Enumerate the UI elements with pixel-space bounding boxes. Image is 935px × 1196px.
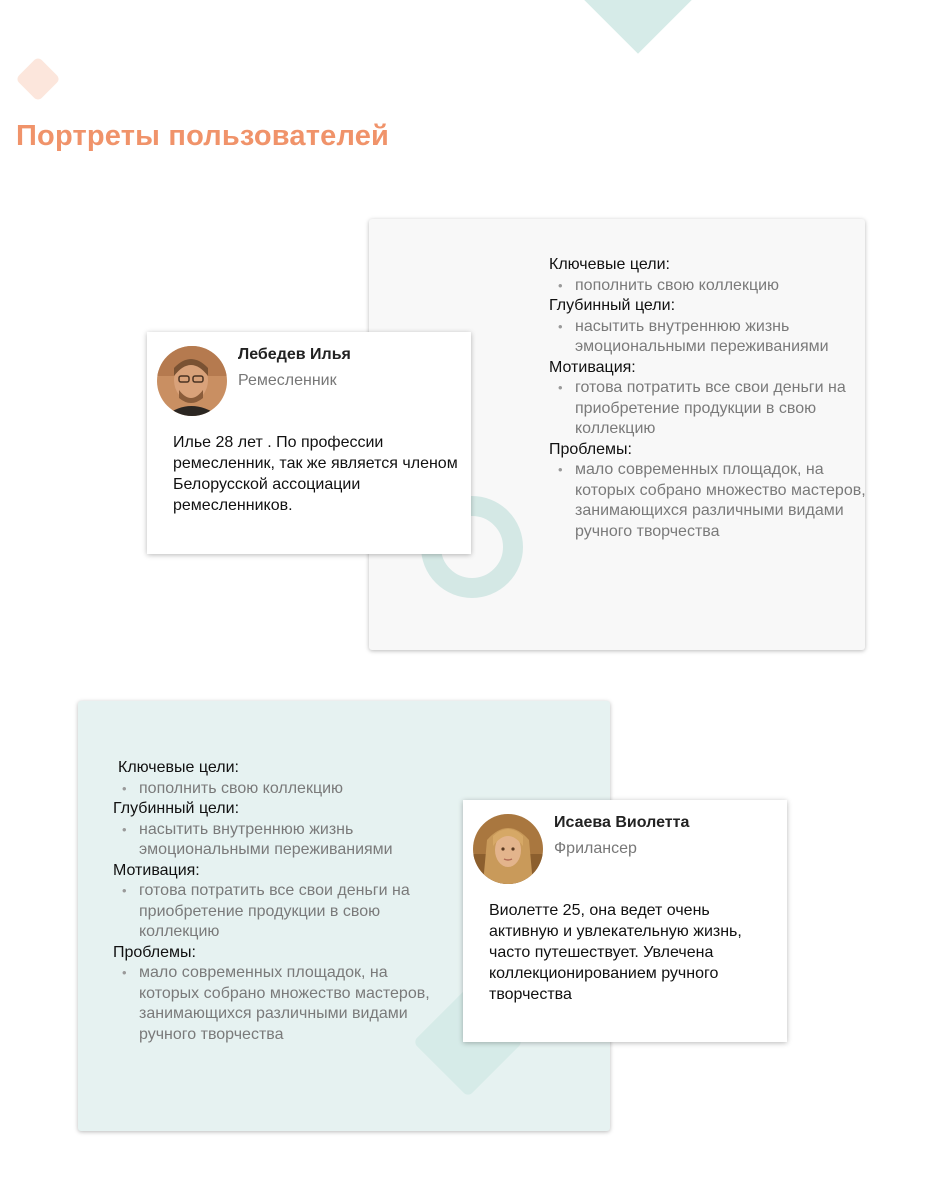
list-item: • мало современных площадок, на которых собрано множество мастеров, занимающихся различными видами ручного творчества bbox=[549, 460, 869, 542]
persona-role: Фрилансер bbox=[554, 840, 637, 857]
section-heading-key-goals: Ключевые цели: bbox=[549, 256, 670, 273]
page-title: Портреты пользователей bbox=[16, 120, 390, 152]
persona-details-2 bbox=[113, 758, 433, 1045]
persona-name: Исаева Виолетта bbox=[554, 814, 690, 831]
list-item: • готова потратить все свои деньги на приобретение продукции в свою коллекцию bbox=[549, 378, 869, 440]
persona-details-1 bbox=[549, 255, 869, 542]
decorative-diamond-top bbox=[584, 0, 691, 54]
persona-card-1 bbox=[147, 332, 471, 554]
list-item: • насытить внутреннюю жизнь эмоциональными переживаниями bbox=[113, 820, 433, 861]
key-goals-list bbox=[113, 779, 433, 800]
persona-bio: Виолетте 25, она ведет очень активную и увлекательную жизнь, часто путешествует. Увлечена коллекционированием ручного творчества bbox=[489, 902, 742, 1003]
list-item: • готова потратить все свои деньги на приобретение продукции в свою коллекцию bbox=[113, 881, 433, 943]
section-heading-key-goals: Ключевые цели: bbox=[118, 759, 239, 776]
deep-goals-list bbox=[113, 820, 433, 861]
problems-list bbox=[549, 460, 869, 542]
persona-card-2 bbox=[463, 800, 787, 1042]
section-heading-problems: Проблемы: bbox=[549, 440, 632, 458]
decorative-diamond-small bbox=[15, 56, 60, 101]
key-goals-list bbox=[549, 276, 869, 297]
motivation-list bbox=[549, 378, 869, 440]
list-item: • мало современных площадок, на которых собрано множество мастеров, занимающихся различными видами ручного творчества bbox=[113, 963, 433, 1045]
list-item: • пополнить свою коллекцию bbox=[549, 276, 869, 297]
female-portrait-avatar bbox=[473, 814, 543, 884]
persona-bio: Илье 28 лет . По профессии ремесленник, так же является членом Белорусской ассоциации ремесленников. bbox=[173, 434, 458, 514]
persona-role: Ремесленник bbox=[238, 372, 337, 389]
section-heading-deep-goals: Глубинный цели: bbox=[549, 297, 676, 314]
section-heading-motivation: Мотивация: bbox=[549, 358, 636, 376]
persona-name: Лебедев Илья bbox=[238, 346, 351, 363]
motivation-list bbox=[113, 881, 433, 943]
section-heading-problems: Проблемы: bbox=[113, 943, 196, 961]
problems-list bbox=[113, 963, 433, 1045]
section-heading-deep-goals: Глубинный цели: bbox=[113, 800, 240, 817]
male-portrait-avatar bbox=[157, 346, 227, 416]
section-heading-motivation: Мотивация: bbox=[113, 861, 200, 879]
deep-goals-list bbox=[549, 317, 869, 358]
list-item: • насытить внутреннюю жизнь эмоциональными переживаниями bbox=[549, 317, 869, 358]
list-item: • пополнить свою коллекцию bbox=[113, 779, 433, 800]
